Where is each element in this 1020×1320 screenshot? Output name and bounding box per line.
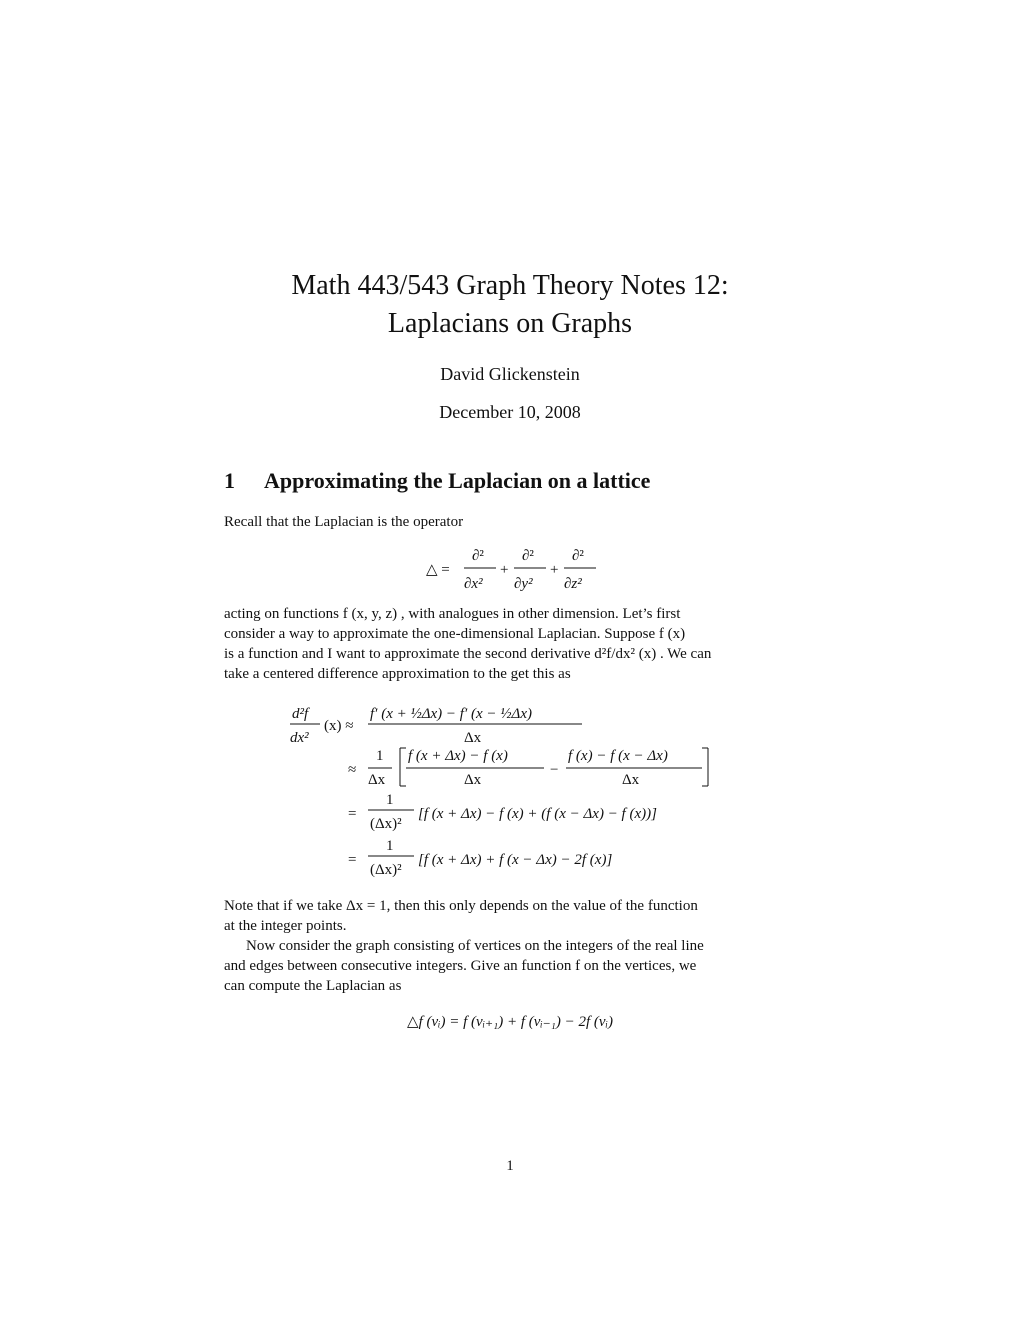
text-line: acting on functions f (x, y, z) , with analogues in other dimension. Let’s first (224, 606, 681, 622)
text-line: and edges between consecutive integers. Give an function f on the vertices, we (224, 958, 697, 974)
eq-rest-line4: [f (x + Δx) + f (x − Δx) − 2f (x)] (418, 852, 613, 868)
eq-inner-b-den: Δx (622, 772, 640, 788)
eq-den-line3: (Δx)² (370, 816, 402, 832)
title-line-1: Math 443/543 Graph Theory Notes 12: (291, 270, 729, 301)
text-line: at the integer points. (224, 918, 347, 934)
eq-inner-a-den: Δx (464, 772, 482, 788)
equation-centered-difference (288, 698, 748, 890)
text-line: take a centered difference approximation to the get this as (224, 666, 571, 682)
equation-laplacian-operator (420, 540, 610, 592)
text-line: Now consider the graph consisting of vertices on the integers of the real line (246, 938, 704, 954)
text-line: can compute the Laplacian as (224, 978, 402, 994)
eq-partial-num-x: ∂² (472, 548, 484, 564)
section-number: 1 (224, 468, 235, 493)
author: David Glickenstein (440, 364, 580, 384)
eq-partial-num-z: ∂² (572, 548, 584, 564)
paragraph-note (224, 896, 798, 936)
date: December 10, 2008 (439, 402, 581, 422)
section-title: Approximating the Laplacian on a lattice (264, 468, 651, 493)
eq-partial-den-y: ∂y² (514, 576, 533, 592)
paragraph-acting (224, 604, 798, 684)
paragraph-recall (224, 512, 798, 532)
section-heading (224, 468, 650, 494)
eq-partial-den-x: ∂x² (464, 576, 483, 592)
eq-x-approx: (x) ≈ (324, 718, 354, 734)
eq-one-line3: 1 (386, 792, 394, 808)
text-line: Recall that the Laplacian is the operator (224, 514, 464, 530)
eq-den-line1: Δx (464, 730, 482, 746)
eq-approx-line2: ≈ (348, 762, 357, 778)
paragraph-consider (224, 936, 798, 996)
eq-rest-line3: [f (x + Δx) − f (x) + (f (x − Δx) − f (x))] (418, 806, 657, 822)
eq-plus: + (550, 562, 559, 578)
eq-partial-den-z: ∂z² (564, 576, 582, 592)
eq-minus: − (550, 762, 559, 778)
eq-dx2: dx² (290, 730, 309, 746)
eq-one-line2: 1 (376, 748, 384, 764)
text-line: consider a way to approximate the one-dimensional Laplacian. Suppose f (x) (224, 626, 686, 642)
eq-inner-a: f (x + Δx) − f (x) (408, 748, 508, 764)
text-line: is a function and I want to approximate the second derivative d²f/dx² (x) . We can (224, 646, 712, 662)
eq-inner-b: f (x) − f (x − Δx) (568, 748, 668, 764)
eq-partial-num-y: ∂² (522, 548, 534, 564)
eq-d2f: d²f (292, 706, 309, 722)
eq-den-line4: (Δx)² (370, 862, 402, 878)
eq-plus: + (500, 562, 509, 578)
page-number: 1 (506, 1158, 514, 1174)
eq-one-line4: 1 (386, 838, 394, 854)
eq-equals-line4: = (348, 852, 357, 868)
eq-equals-line3: = (348, 806, 357, 822)
title-line-2: Laplacians on Graphs (387, 308, 633, 339)
text-line: Note that if we take Δx = 1, then this only depends on the value of the function (224, 898, 698, 914)
eq-num-line1: f′ (x + ½Δx) − f′ (x − ½Δx) (370, 706, 532, 722)
equation-graph-laplacian: △f (vᵢ) = f (vᵢ₊₁) + f (vᵢ₋₁) − 2f (vᵢ) (407, 1014, 613, 1030)
eq-den-line2: Δx (368, 772, 386, 788)
eq-lhs: △ = (426, 562, 450, 578)
